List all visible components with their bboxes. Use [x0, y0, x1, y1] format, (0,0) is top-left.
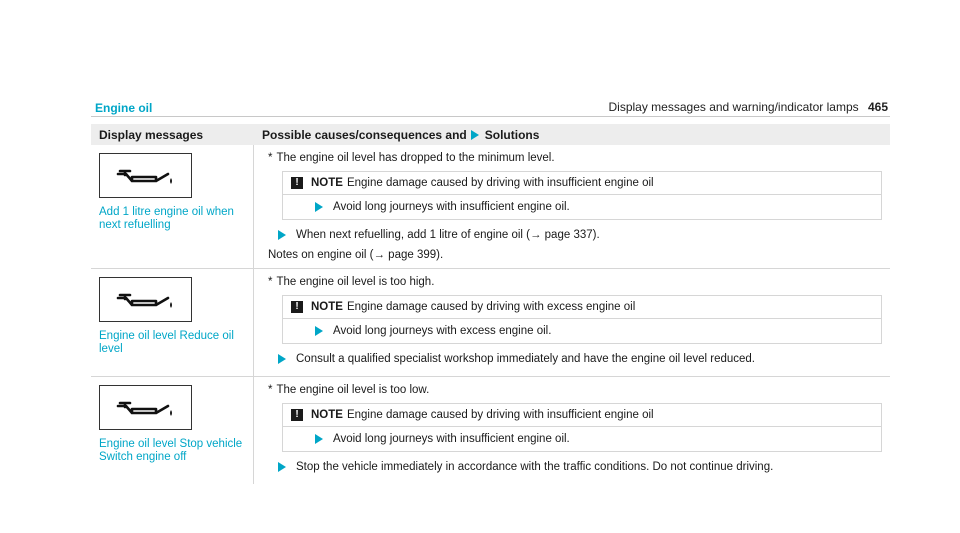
note-step-text: Avoid long journeys with insufficient engine oil. [333, 201, 570, 213]
cause-text: The engine oil level is too high. [276, 276, 435, 288]
col-header-display-messages: Display messages [99, 127, 204, 142]
note-box [282, 171, 882, 220]
display-message-text: Add 1 litre engine oil when next refuelling [99, 206, 234, 231]
display-message-text: Engine oil level Reduce oil level [99, 330, 234, 355]
section-divider [91, 116, 890, 117]
messages-table [91, 124, 890, 484]
action-arrow-icon [315, 202, 323, 212]
cause-line: * The engine oil level is too low. [268, 384, 430, 396]
note-header [283, 296, 881, 319]
section-title: Engine oil [95, 101, 153, 115]
note-title: NOTE [311, 177, 343, 189]
extra-info: Notes on engine oil (→ page 399). [268, 249, 444, 261]
table-row [91, 145, 890, 269]
solution-step [268, 352, 890, 366]
action-arrow-icon [278, 462, 286, 472]
solution-step-text: Stop the vehicle immediately in accordance with the traffic conditions. Do not continue driving. [296, 461, 774, 473]
note-text: Engine damage caused by driving with excess engine oil [346, 301, 636, 313]
note-header [283, 404, 881, 427]
table-row [91, 269, 890, 377]
note-step [283, 427, 881, 451]
solution-step [268, 228, 890, 242]
note-title: NOTE [311, 301, 343, 313]
action-arrow-icon [278, 230, 286, 240]
display-message-cell [91, 377, 254, 484]
causes-solutions-cell [254, 269, 890, 376]
note-text: Engine damage caused by driving with insufficient engine oil [346, 177, 654, 189]
page-number: 465 [867, 100, 888, 114]
oil-can-icon [99, 385, 192, 430]
action-arrow-icon [471, 130, 479, 140]
col-header-causes [254, 128, 890, 142]
oil-can-icon [99, 153, 192, 198]
action-arrow-icon [315, 326, 323, 336]
col-header-solutions-text: Solutions [484, 127, 540, 142]
note-step-text: Avoid long journeys with excess engine oil. [333, 325, 552, 337]
table-row [91, 377, 890, 484]
action-arrow-icon [278, 354, 286, 364]
note-header [283, 172, 881, 195]
header-title: Display messages and warning/indicator lamps [608, 100, 859, 114]
warning-icon: ! [291, 409, 303, 421]
oil-can-icon [99, 277, 192, 322]
cause-text: The engine oil level has dropped to the minimum level. [276, 152, 555, 164]
warning-icon: ! [291, 177, 303, 189]
display-message-cell [91, 269, 254, 376]
cause-line: * The engine oil level has dropped to the minimum level. [268, 152, 555, 164]
warning-icon: ! [291, 301, 303, 313]
cause-text: The engine oil level is too low. [276, 384, 430, 396]
causes-solutions-cell [254, 377, 890, 484]
cause-line: * The engine oil level is too high. [268, 276, 435, 288]
note-box [282, 403, 882, 452]
note-step [283, 319, 881, 343]
note-text: Engine damage caused by driving with insufficient engine oil [346, 409, 654, 421]
note-step-text: Avoid long journeys with insufficient engine oil. [333, 433, 570, 445]
note-title: NOTE [311, 409, 343, 421]
note-step [283, 195, 881, 219]
solution-step-text: Consult a qualified specialist workshop immediately and have the engine oil level reduced. [296, 353, 755, 365]
display-message-cell [91, 145, 254, 268]
action-arrow-icon [315, 434, 323, 444]
display-message-text: Engine oil level Stop vehicle Switch engine off [99, 438, 243, 463]
note-box [282, 295, 882, 344]
causes-solutions-cell [254, 145, 890, 268]
col-header-causes-text: Possible causes/consequences and [262, 127, 467, 142]
table-header [91, 124, 890, 145]
solution-step-text: When next refuelling, add 1 litre of engine oil (→ page 337). [296, 229, 600, 241]
page-header [609, 100, 889, 114]
solution-step [268, 460, 890, 474]
